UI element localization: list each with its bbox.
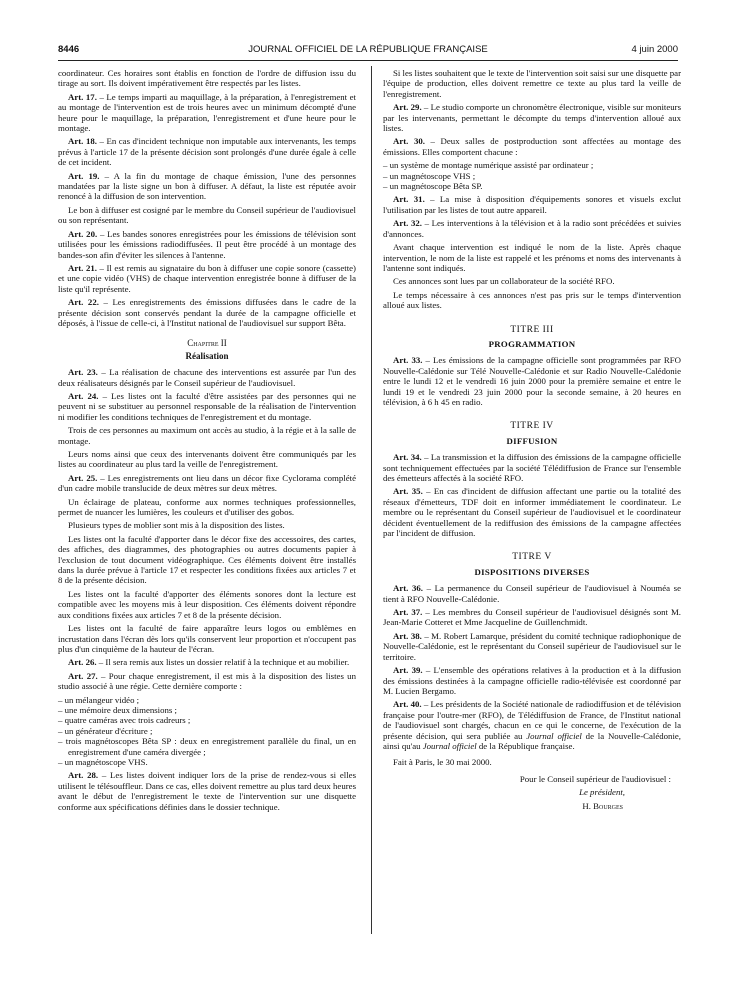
equipment-list [58, 695, 356, 768]
article-25: Art. 25. – Les enregistrements ont lieu dans un décor fixe Cyclorama complété d'un cadre mobile translucide de deux mètres sur deux mètres. [58, 472, 356, 494]
page-number: 8446 [58, 44, 80, 55]
article-18: Art. 18. – En cas d'incident technique non imputable aux intervenants, les temps prévus à l'article 17 de la présente décision sont prolongés d'une durée égale à celle de cet incident. [58, 136, 356, 168]
left-column [58, 68, 356, 815]
paragraph: Leurs noms ainsi que ceux des intervenants doivent être communiqués par les listes au coordinateur au plus tard la veille de l'enregistrement. [58, 449, 356, 470]
paragraph: Les listes ont la faculté d'apporter des éléments sonores dont la lecture est compatible avec les moyens mis à leur disposition. Ces éléments doivent répondre aux conditions fixées aux articles 7 et 8 de la présente décision. [58, 588, 356, 620]
article-26: Art. 26. – Il sera remis aux listes un dossier relatif à la technique et au mobilier. [68, 657, 350, 668]
signature-line: Pour le Conseil supérieur de l'audiovisuel : [519, 773, 671, 784]
article-37: Art. 37. – Les membres du Conseil supérieur de l'audiovisuel désignés sont M. Jean-Marie Cotteret et Mme Jacqueline de Guillenchmidt. [383, 607, 681, 628]
issue-date: 4 juin 2000 [631, 44, 678, 55]
list-item: – un magnétoscope Bêta SP. [383, 181, 483, 192]
article-31: Art. 31. – La mise à disposition d'équipements sonores et visuels exclut l'utilisation par les listes de tout autre appareil. [383, 194, 681, 215]
list-item: – un magnétoscope VHS ; [383, 170, 476, 181]
list-item: – un magnétoscope VHS. [58, 756, 148, 767]
journal-title: JOURNAL OFFICIEL DE LA RÉPUBLIQUE FRANÇAISE [248, 44, 488, 55]
titre-heading: TITRE III [510, 324, 554, 335]
titre-name: DISPOSITIONS DIVERSES [474, 566, 590, 577]
done-at: Fait à Paris, le 30 mai 2000. [393, 757, 492, 768]
article-39: Art. 39. – L'ensemble des opérations relatives à la production et à la diffusion des émissions destinées à la campagne officielle radio-télévisée est coordonné par M. Lucien Bergamo. [383, 665, 681, 696]
paragraph: Le temps nécessaire à ces annonces n'est pas pris sur le temps d'intervention alloué aux listes. [383, 289, 681, 311]
article-20: Art. 20. – Les bandes sonores enregistrées pour les émissions de télévision sont utilisées pour les émissions radiodiffusées. Il peut être procédé à un montage des bandes-son afin d'éviter les silences à l'antenne. [58, 228, 356, 260]
article-29: Art. 29. – Le studio comporte un chronomètre électronique, visible sur moniteurs par les intervenants, permettant le décompte du temps d'intervention alloué aux listes. [383, 102, 681, 134]
article-40: Art. 40. – Les présidents de la Société nationale de radiodiffusion et de télévision française pour l'outre-mer (RFO), de Télédiffusion de France, de l'Institut national de l'audiovisuel sont chargés, chacun en ce qui le concerne, de l'exécution de la présente décision, qui sera publiée au Journal officiel de la Nouvelle-Calédonie, ainsi qu'au Journal officiel de la République française. [383, 699, 681, 751]
titre-heading: TITRE IV [510, 421, 554, 432]
paragraph: Les listes ont la faculté d'apporter dans le décor fixe des accessoires, des cartes, des affiches, des diagrammes, des photographies ou autres documents papier à l'exclusion de tout document vidéographique. Ces éléments doivent être installés dans la durée prévue à l'article 17 et respecter les conditions fixées aux articles 7 et 8 de la présente décision. [58, 533, 356, 586]
header-rule [58, 60, 678, 61]
article-19: Art. 19. – A la fin du montage de chaque émission, l'une des personnes mandatées par la liste signe un bon à diffuser. A défaut, la liste est réputée avoir renoncé à la diffusion de son intervention. [58, 170, 356, 202]
signature-name: H. Bourges [582, 800, 623, 811]
paragraph: Avant chaque intervention est indiqué le nom de la liste. Après chaque intervention, le nom de la liste est rappelé et les prénoms et noms des intervenants à l'antenne sont indiqués. [383, 242, 681, 273]
article-22: Art. 22. – Les enregistrements des émissions diffusées dans le cadre de la présente décision sont conservés pendant la durée de la campagne officielle et déposés, à l'issue de celle-ci, à l'Institut national de l'audiovisuel sur support Bêta. [58, 297, 356, 328]
list-item: – un système de montage numérique assisté par ordinateur ; [383, 160, 594, 171]
titre-heading: TITRE V [512, 552, 552, 563]
article-38: Art. 38. – M. Robert Lamarque, président du comité technique radiophonique de Nouvelle-Calédonie, est le représentant du Conseil supérieur de l'audiovisuel sur le territoire. [383, 630, 681, 662]
article-35: Art. 35. – En cas d'incident de diffusion affectant une partie ou la totalité des réseaux d'émetteurs, TDF doit en informer immédiatement le coordinateur. Le membre ou le représentant du Conseil supérieur de l'audiovisuel et le coordinateur décident éventuellement de la rediffusion des émissions de la campagne affectées par l'incident de diffusion. [383, 486, 681, 539]
article-36: Art. 36. – La permanence du Conseil supérieur de l'audiovisuel à Nouméa se tient à RFO Nouvelle-Calédonie. [383, 583, 681, 604]
list-item: – un générateur d'écriture ; [58, 725, 153, 736]
article-32: Art. 32. – Les interventions à la télévision et à la radio sont précédées et suivies d'annonces. [383, 218, 681, 239]
list-item: – trois magnétoscopes Bêta SP : deux en enregistrement parallèle du final, un en enregistrement d'une caméra divergée ; [58, 736, 356, 757]
paragraph: Si les listes souhaitent que le texte de l'intervention soit saisi sur une disquette par l'équipe de production, elles doivent remettre ce texte au plus tard la veille de l'enregistrement. [383, 68, 681, 99]
article-30: Art. 30. – Deux salles de postproduction sont affectées au montage des émissions. Elles comportent chacune : [383, 136, 681, 157]
article-28: Art. 28. – Les listes doivent indiquer lors de la prise de rendez-vous si elles utilisent le télésouffleur. Dans ce cas, elles doivent remettre au plus tard deux heures avant le début de l'enregistrement le texte de l'intervention sur une disquette conforme aux spécifications définies dans le dossier technique. [58, 770, 356, 812]
right-column [383, 68, 681, 814]
chapter-title: Réalisation [185, 350, 229, 361]
article-27: Art. 27. – Pour chaque enregistrement, il est mis à la disposition des listes un studio associé à une régie. Cette dernière comporte : [58, 670, 356, 692]
article-21: Art. 21. – Il est remis au signataire du bon à diffuser une copie sonore (cassette) et une copie vidéo (VHS) de chaque intervention enregistrée bonne à diffuser de la liste qu'il représente. [58, 262, 356, 294]
paragraph: Un éclairage de plateau, conforme aux normes techniques professionnelles, permet de nuancer les lumières, les couleurs et d'utiliser des gobos. [58, 496, 356, 518]
paragraph: Trois de ces personnes au maximum ont accès au studio, à la régie et à la salle de montage. [58, 425, 356, 446]
page-header [58, 44, 678, 58]
paragraph: Le bon à diffuser est cosigné par le membre du Conseil supérieur de l'audiovisuel ou son représentant. [58, 204, 356, 226]
chapter-heading: Chapitre II [187, 338, 227, 349]
list-item: – une mémoire deux dimensions ; [58, 704, 177, 715]
list-item: – un mélangeur vidéo ; [58, 694, 140, 705]
article-34: Art. 34. – La transmission et la diffusion des émissions de la campagne officielle sont techniquement effectuées par la société Télédiffusion de France sur l'ensemble des émetteurs affectés à la société RFO. [383, 452, 681, 483]
article-24: Art. 24. – Les listes ont la faculté d'être assistées par des personnes qui ne peuvent ni se substituer au personnel responsable de la réalisation de l'intervention ni modifier les conditions techniques de l'enregistrement et du montage. [58, 390, 356, 422]
list-item: – quatre caméras avec trois cadreurs ; [58, 715, 191, 726]
signature-role: Le président, [579, 787, 625, 798]
article-17: Art. 17. – Le temps imparti au maquillage, à la préparation, à l'enregistrement et au montage de l'intervention est de trois heures avec un minimum décompté d'une heure pour le maquillage, la préparation, l'enregistrement et d'une heure pour le montage. [58, 91, 356, 134]
paragraph: Les listes ont la faculté de faire apparaître leurs logos ou emblèmes en incrustation dans l'écran dès lors qu'ils conservent leur proportion et n'occupent pas plus d'un cinquième de la hauteur de l'écran. [58, 623, 356, 654]
paragraph: Plusieurs types de moblier sont mis à la disposition des listes. [68, 520, 285, 531]
titre-name: PROGRAMMATION [488, 338, 576, 349]
column-separator [371, 66, 372, 934]
titre-name: DIFFUSION [506, 435, 558, 446]
paragraph: coordinateur. Ces horaires sont établis en fonction de l'ordre de diffusion issu du tirage au sort. Ils doivent impérativement être respectés par les listes. [58, 68, 356, 89]
article-23: Art. 23. – La réalisation de chacune des interventions est assurée par l'un des deux réalisateurs désignés par le Conseil supérieur de l'audiovisuel. [58, 367, 356, 388]
paragraph: Ces annonces sont lues par un collaborateur de la société RFO. [393, 276, 615, 287]
postproduction-list [383, 160, 681, 191]
article-33: Art. 33. – Les émissions de la campagne officielle sont programmées par RFO Nouvelle-Calédonie sur Télé Nouvelle-Calédonie et sur Radio Nouvelle-Calédonie entre le lundi 12 et le vendredi 16 juin 2000 pour la première semaine et entre le lundi 19 et le vendredi 23 juin 2000 pour la seconde semaine, à 20 heures en télévision, à 6 h 45 en radio. [383, 355, 681, 407]
